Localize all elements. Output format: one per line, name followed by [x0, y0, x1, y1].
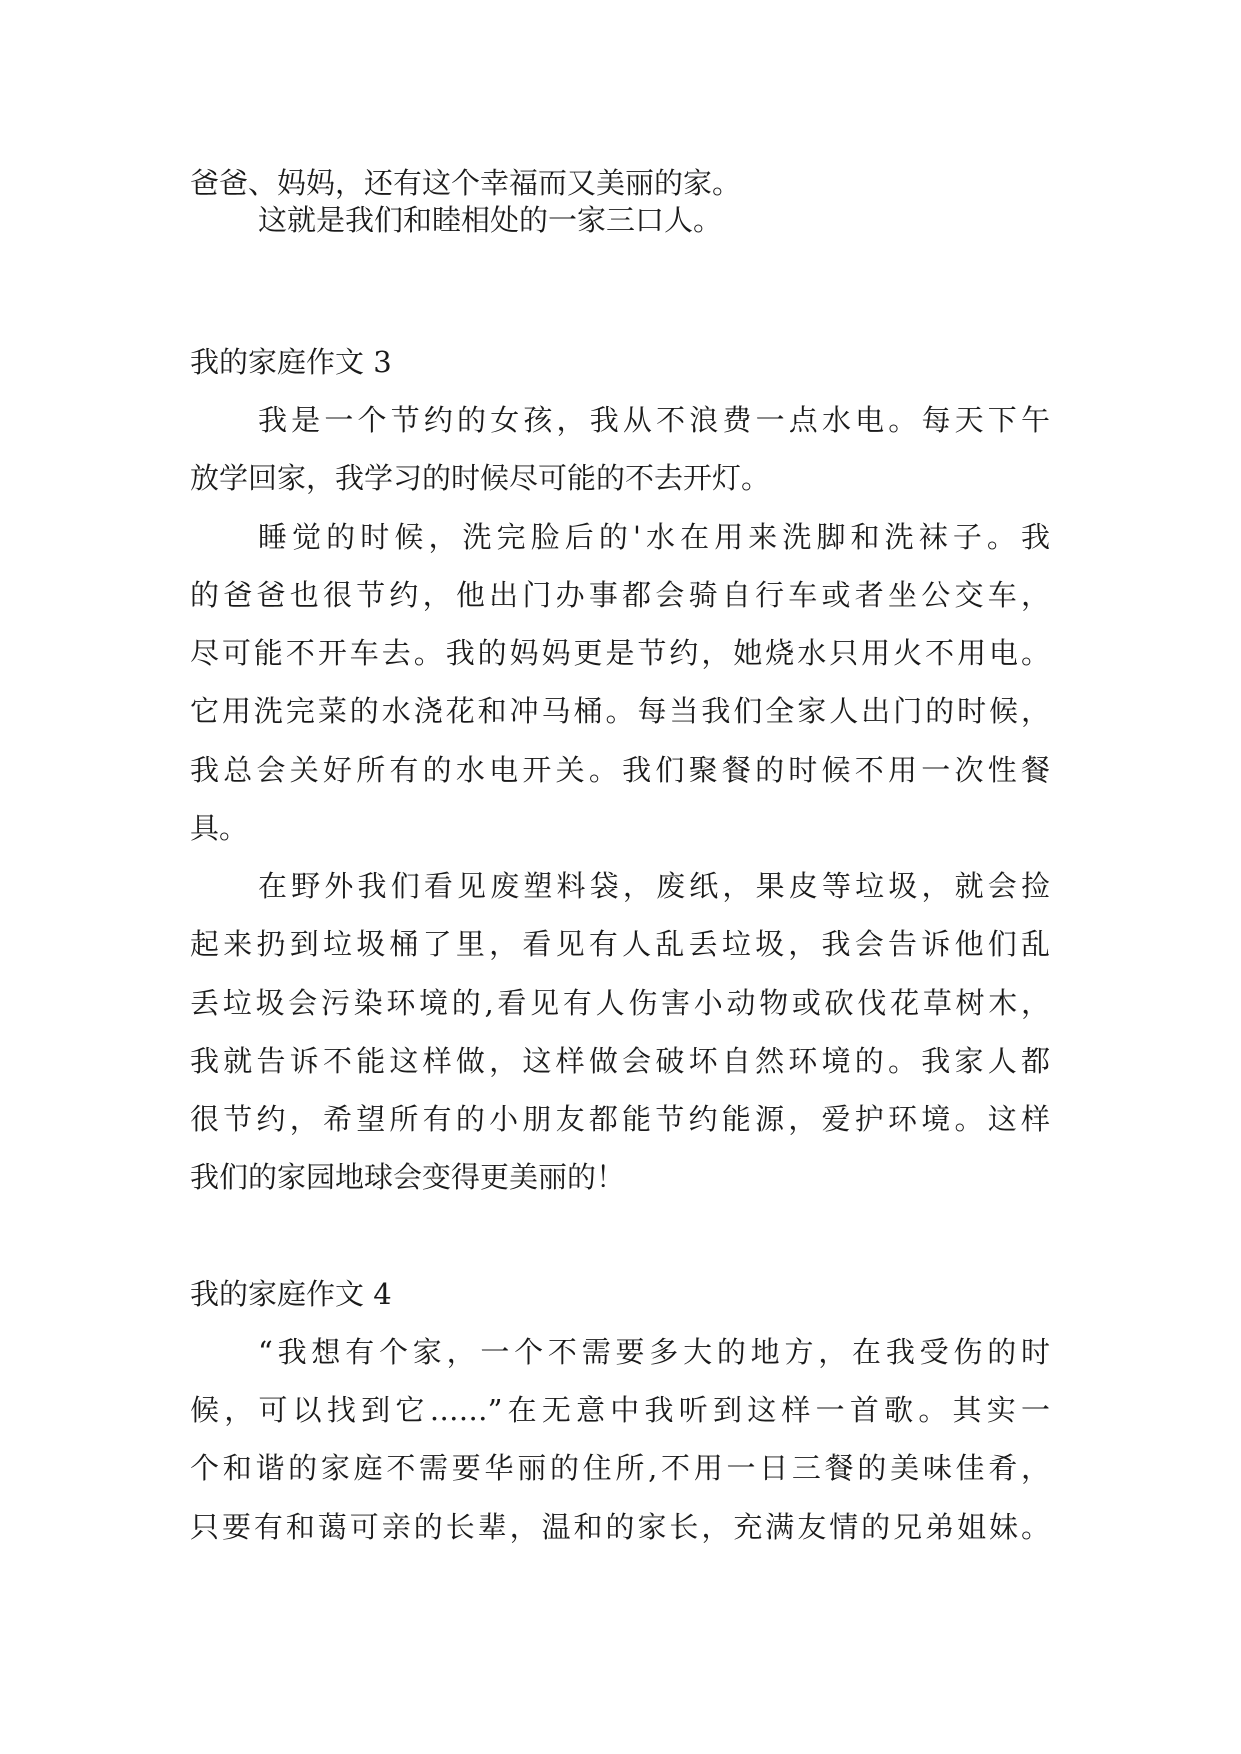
line-text: “我想有个家，一个不需要多大的地方，在我受伤的时: [258, 1335, 1050, 1369]
section-heading: [0, 342, 1241, 382]
text-line: [0, 691, 1241, 731]
text-line: [0, 750, 1241, 790]
text-line: [0, 458, 1241, 498]
text-line: [0, 924, 1241, 964]
text-line: [0, 1390, 1241, 1430]
text-line: [0, 163, 1241, 203]
line-text: 只要有和蔼可亲的长辈，温和的家长，充满友情的兄弟姐妹。: [190, 1510, 1050, 1544]
line-text: 起来扔到垃圾桶了里，看见有人乱丢垃圾，我会告诉他们乱: [190, 927, 1050, 961]
line-text: 爸爸、妈妈，还有这个幸福而又美丽的家。: [190, 166, 742, 200]
line-text: 具。: [190, 811, 249, 845]
line-text: 候，可以找到它……”在无意中我听到这样一首歌。其实一: [190, 1393, 1050, 1427]
heading-text: 我的家庭作文 3: [190, 345, 392, 379]
section-heading: [0, 1274, 1241, 1314]
text-line: [0, 1157, 1241, 1197]
line-text: 这就是我们和睦相处的一家三口人。: [258, 203, 723, 237]
line-text: 很节约，希望所有的小朋友都能节约能源，爱护环境。这样: [190, 1102, 1050, 1136]
line-text: 我们的家园地球会变得更美丽的！: [190, 1160, 626, 1194]
line-text: 个和谐的家庭不需要华丽的住所,不用一日三餐的美味佳肴，: [190, 1451, 1050, 1485]
text-line: [0, 575, 1241, 615]
text-line: [0, 1041, 1241, 1081]
line-text: 它用洗完菜的水浇花和冲马桶。每当我们全家人出门的时候，: [190, 694, 1050, 728]
heading-text: 我的家庭作文 4: [190, 1277, 392, 1311]
text-line: [0, 1448, 1241, 1488]
text-line: [0, 866, 1241, 906]
line-text: 的爸爸也很节约，他出门办事都会骑自行车或者坐公交车，: [190, 578, 1050, 612]
text-line: [0, 1099, 1241, 1139]
line-text: 在野外我们看见废塑料袋，废纸，果皮等垃圾，就会捡: [258, 869, 1050, 903]
line-text: 放学回家，我学习的时候尽可能的不去开灯。: [190, 461, 771, 495]
line-text: 我总会关好所有的水电开关。我们聚餐的时候不用一次性餐: [190, 753, 1050, 787]
line-text: 丢垃圾会污染环境的,看见有人伤害小动物或砍伐花草树木，: [190, 986, 1050, 1020]
line-text: 我是一个节约的女孩，我从不浪费一点水电。每天下午: [258, 403, 1050, 437]
text-line: [0, 808, 1241, 848]
text-line: [0, 1507, 1241, 1547]
text-line: [0, 400, 1241, 440]
text-line: [0, 517, 1241, 557]
line-text: 尽可能不开车去。我的妈妈更是节约，她烧水只用火不用电。: [190, 636, 1050, 670]
line-text: 我就告诉不能这样做，这样做会破坏自然环境的。我家人都: [190, 1044, 1050, 1078]
text-line: [0, 983, 1241, 1023]
line-text: 睡觉的时候，洗完脸后的'水在用来洗脚和洗袜子。我: [258, 520, 1050, 554]
text-line: [0, 1332, 1241, 1372]
text-line: [0, 200, 1241, 240]
text-line: [0, 633, 1241, 673]
